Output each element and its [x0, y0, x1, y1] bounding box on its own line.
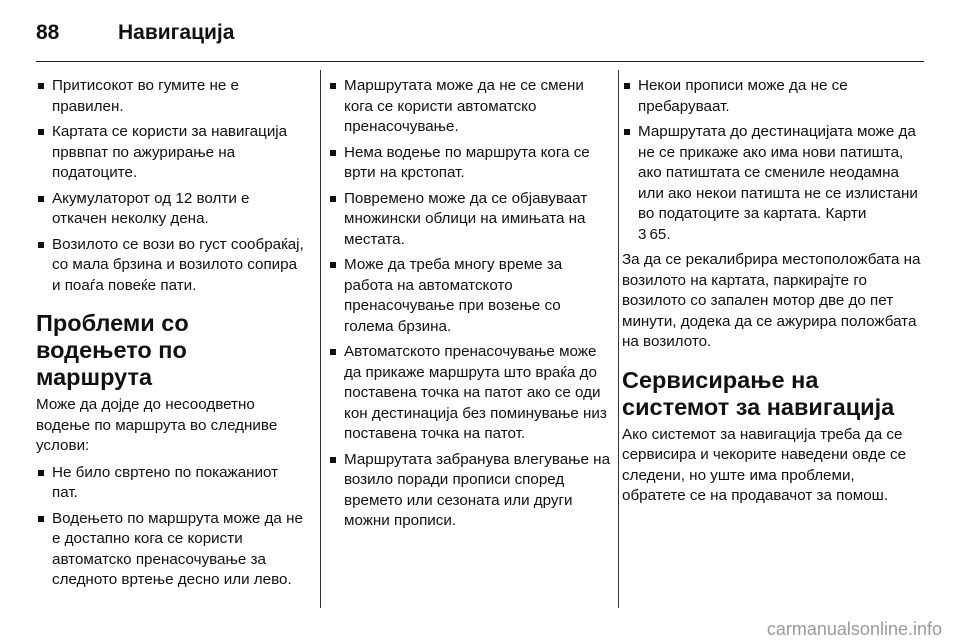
bullet-icon: [38, 242, 44, 248]
list-item: Возилото се вози во густ сообраќај, со мала брзина и возилото сопира и поаѓа повеќе пати.: [36, 235, 308, 297]
list-item: Водењето по маршрута може да не е достапно кога се користи автоматско пренасочување за следното вртење десно или лево.: [36, 509, 308, 591]
list-item: Повремено може да се објавуваат множински облици на имињата на местата.: [328, 189, 610, 251]
list-item: Не било свртено по покажаниот пат.: [36, 463, 308, 504]
header-divider: [36, 61, 924, 62]
list-item: Картата се користи за навигација прввпат по ажурирање на податоците.: [36, 122, 308, 184]
bullet-list: [36, 463, 308, 591]
column-divider: [320, 70, 321, 608]
column-2: [328, 76, 610, 537]
bullet-icon: [38, 129, 44, 135]
list-item: Може да треба многу време за работа на автоматското пренасочување при возење со голема брзина.: [328, 255, 610, 337]
section-heading: Сервисирање на системот за навигација: [622, 366, 895, 420]
bullet-icon: [38, 196, 44, 202]
list-item: Маршрутата до дестинацијата може да не се прикаже ако има нови патишта, ако патиштата се смениле неодамна или ако некои патишта не се излистани во податоците за картата. Карти 3 65.: [622, 122, 922, 245]
cross-reference-page[interactable]: 65.: [649, 225, 671, 243]
bullet-icon: [330, 262, 336, 268]
bullet-icon: [38, 470, 44, 476]
bullet-icon: [624, 129, 630, 135]
bullet-list: [328, 76, 610, 532]
list-item: Акумулаторот од 12 волти е откачен неколку дена.: [36, 189, 308, 230]
list-item: Некои прописи може да не се пребаруваат.: [622, 76, 922, 117]
body-paragraph: Ако системот за навигација треба да се сервисира и чекорите наведени овде се следени, но уште има проблеми, обратете се на продавачот за помош.: [622, 425, 907, 504]
bullet-icon: [330, 196, 336, 202]
list-item: Притисокот во гумите не е правилен.: [36, 76, 308, 117]
cross-reference-arrow-icon: 3: [638, 225, 647, 243]
bullet-icon: [38, 83, 44, 89]
bullet-icon: [330, 457, 336, 463]
page-number: 88: [36, 21, 60, 44]
bullet-icon: [330, 150, 336, 156]
page-header: [36, 13, 234, 53]
list-item: Автоматското пренасочување може да прикаже маршрута што враќа до поставена точка на патот ако се оди кон дестинација без поминување низ поставена точка на патот.: [328, 342, 610, 445]
column-3: [622, 76, 922, 513]
section-heading: Проблеми со водењето по маршрута: [36, 310, 189, 390]
column-1: [36, 76, 308, 596]
watermark: carmanualsonline.info: [766, 619, 942, 639]
bullet-icon: [330, 349, 336, 355]
list-item: Нема водење по маршрута кога се врти на крстопат.: [328, 143, 610, 184]
list-item: Маршрутата може да не се смени кога се користи автоматско пренасочување.: [328, 76, 610, 138]
intro-paragraph: Може да дојде до несоодветно водење по маршрута во следниве услови:: [36, 396, 278, 454]
chapter-title: Навигација: [118, 21, 235, 44]
bullet-icon: [38, 516, 44, 522]
bullet-list: [622, 76, 922, 245]
bullet-icon: [624, 83, 630, 89]
bullet-list: [36, 76, 308, 296]
body-paragraph: За да се рекалибрира местоположбата на возилото на картата, паркирајте го возилото со запален мотор две до пет минути, додека да се ажурира положбата на возилото.: [622, 251, 921, 350]
list-item: Маршрутата забранува влегување на возило поради прописи според времето или сезоната или други можни прописи.: [328, 450, 610, 532]
bullet-icon: [330, 83, 336, 89]
column-divider: [618, 70, 619, 608]
